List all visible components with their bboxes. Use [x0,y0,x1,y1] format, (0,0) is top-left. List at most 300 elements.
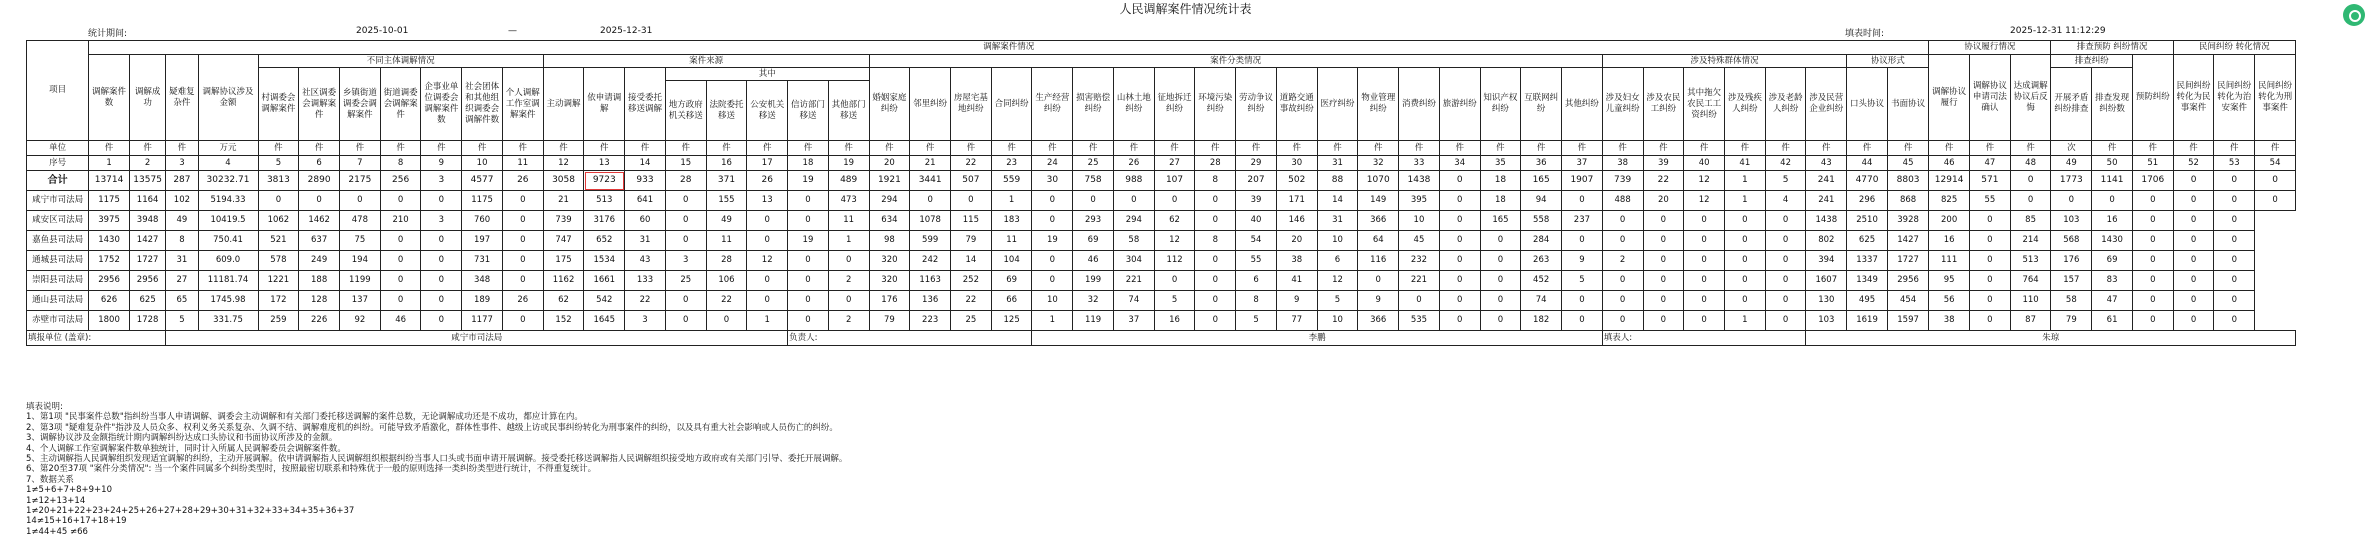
table-cell: 件 [1847,141,1888,156]
table-cell: 95 [1929,271,1970,291]
table-cell: 61 [2092,311,2133,331]
header-source: 案件来源 [543,55,869,68]
table-row [27,251,2296,271]
table-cell: 155 [706,191,747,211]
table-cell: 12 [747,251,788,271]
table-cell: 0 [380,251,421,271]
table-cell: 14 [625,156,666,171]
table-cell: 3176 [584,211,625,231]
table-cell: 0 [1154,191,1195,211]
table-cell: 11 [828,211,869,231]
table-cell: 0 [1195,291,1236,311]
table-cell: 0 [747,211,788,231]
table-cell: 件 [2132,141,2173,156]
table-cell: 件 [1113,141,1154,156]
table-cell: 5 [1154,291,1195,311]
table-cell: 46 [380,311,421,331]
table-cell: 320 [869,271,910,291]
table-cell: 0 [1724,211,1765,231]
table-cell: 0 [1969,231,2010,251]
header-col: 口头协议 [1847,68,1888,141]
table-cell: 197 [462,231,503,251]
table-cell: 1078 [910,211,951,231]
table-cell: 0 [502,271,543,291]
table-cell: 1 [828,231,869,251]
header-col: 疑难复杂件 [166,55,198,141]
table-cell: 0 [1562,191,1603,211]
table-cell: 1141 [2092,171,2133,191]
table-cell: 1907 [1562,171,1603,191]
table-cell: 165 [1521,171,1562,191]
table-cell: 0 [421,311,462,331]
table-cell: 176 [2051,251,2092,271]
table-cell: 件 [828,141,869,156]
table-cell: 739 [543,211,584,231]
table-cell: 12 [1154,231,1195,251]
table-cell: 件 [2255,141,2296,156]
header-col: 邻里纠纷 [910,68,951,141]
table-cell: 42 [1765,156,1806,171]
header-col: 主动调解 [543,68,584,141]
table-cell: 0 [1765,211,1806,231]
table-cell: 26 [502,171,543,191]
table-cell: 0 [665,311,706,331]
table-cell: 241 [1806,191,1847,211]
table-cell: 0 [1643,271,1684,291]
table-cell: 348 [462,271,503,291]
table-cell: 8803 [1887,171,1928,191]
table-cell: 13 [584,156,625,171]
table-cell: 83 [2092,271,2133,291]
table-cell: 0 [788,271,829,291]
table-cell: 0 [2132,211,2173,231]
table-cell: 18 [788,156,829,171]
row-label: 赤壁市司法局 [27,311,89,331]
header-col: 涉及残疾人纠纷 [1724,68,1765,141]
header-dispute-check: 排查纠纷 [2051,55,2132,68]
table-cell: 825 [1929,191,1970,211]
table-cell: 0 [2214,291,2255,311]
table-cell: 1175 [462,191,503,211]
table-cell: 802 [1806,231,1847,251]
table-cell: 259 [258,311,299,331]
table-cell: 件 [1154,141,1195,156]
table-cell: 1706 [2132,171,2173,191]
table-cell: 1 [991,191,1032,211]
table-cell: 0 [788,291,829,311]
table-cell: 0 [1643,251,1684,271]
table-cell: 件 [2214,141,2255,156]
table-cell: 542 [584,291,625,311]
table-cell: 0 [2010,171,2051,191]
table-cell: 26 [502,291,543,311]
table-cell: 22 [951,156,992,171]
table-cell: 0 [1195,251,1236,271]
table-cell: 107 [1154,171,1195,191]
table-cell: 件 [584,141,625,156]
header-col: 民间纠纷转化为治安案件 [2214,55,2255,141]
table-cell: 988 [1113,171,1154,191]
table-cell: 件 [1969,141,2010,156]
table-cell: 7 [340,156,381,171]
note-line: 7、数据关系 [26,474,74,485]
header-subject: 不同主体调解情况 [258,55,543,68]
table-cell: 件 [129,141,165,156]
table-cell: 0 [1765,251,1806,271]
table-cell: 件 [1724,141,1765,156]
table-cell: 634 [869,211,910,231]
table-cell: 0 [1439,271,1480,291]
table-cell: 件 [910,141,951,156]
header-col: 涉及农民工纠纷 [1643,68,1684,141]
table-cell: 58 [1113,231,1154,251]
footer-unit-label: 填报单位 (盖章): [27,331,166,346]
table-cell: 0 [1439,211,1480,231]
table-cell: 207 [1236,171,1277,191]
header-col: 劳动争议纠纷 [1236,68,1277,141]
table-cell: 件 [1602,141,1643,156]
table-cell: 0 [1643,291,1684,311]
table-cell: 27 [1154,156,1195,171]
table-cell: 件 [665,141,706,156]
table-cell: 46 [1929,156,1970,171]
table-cell: 0 [2173,171,2214,191]
table-cell: 868 [1887,191,1928,211]
table-cell: 0 [2255,191,2296,211]
sequence-row [27,156,2296,171]
table-cell: 0 [2051,191,2092,211]
table-cell: 30 [1276,156,1317,171]
table-cell: 0 [1399,291,1440,311]
table-cell: 16 [2092,211,2133,231]
table-cell: 45 [1887,156,1928,171]
table-cell: 183 [991,211,1032,231]
table-cell: 47 [2092,291,2133,311]
table-cell: 35 [1480,156,1521,171]
table-cell: 0 [2173,191,2214,211]
table-cell: 18 [1480,171,1521,191]
table-cell: 1 [747,311,788,331]
table-cell: 1438 [1399,171,1440,191]
brand-logo-icon[interactable] [2343,4,2365,26]
header-col: 损害赔偿纠纷 [1073,68,1114,141]
table-cell: 0 [1358,271,1399,291]
table-cell: 0 [2214,231,2255,251]
table-cell: 157 [2051,271,2092,291]
table-cell: 641 [625,191,666,211]
table-cell: 28 [706,251,747,271]
footer-filler-label: 填表人: [1602,331,1806,346]
table-cell: 件 [1236,141,1277,156]
table-cell: 9 [1562,251,1603,271]
table-cell: 5 [258,156,299,171]
table-cell: 535 [1399,311,1440,331]
header-col: 涉及老龄人纠纷 [1765,68,1806,141]
table-cell: 58 [2051,291,2092,311]
table-cell: 94 [1521,191,1562,211]
table-cell: 1534 [584,251,625,271]
table-cell: 34 [1439,156,1480,171]
table-cell: 79 [2051,311,2092,331]
table-cell: 件 [1032,141,1073,156]
table-cell: 3 [625,311,666,331]
table-cell: 0 [2214,211,2255,231]
table-cell: 9 [421,156,462,171]
table-cell: 3975 [89,211,130,231]
table-cell: 5 [1317,291,1358,311]
table-cell: 件 [299,141,340,156]
table-cell: 296 [1847,191,1888,211]
table-cell: 件 [991,141,1032,156]
table-cell: 0 [1765,291,1806,311]
table-cell: 件 [1073,141,1114,156]
table-cell: 0 [1439,231,1480,251]
table-cell: 37 [1562,156,1603,171]
table-cell: 件 [1765,141,1806,156]
table-cell: 125 [991,311,1032,331]
table-cell: 232 [1399,251,1440,271]
header-col: 旅游纠纷 [1439,68,1480,141]
table-cell: 1438 [1806,211,1847,231]
table-cell: 739 [1602,171,1643,191]
table-cell: 12 [1684,171,1725,191]
table-cell: 件 [2173,141,2214,156]
table-cell: 0 [788,311,829,331]
table-cell: 149 [1358,191,1399,211]
table-cell: 19 [828,156,869,171]
table-cell: 3813 [258,171,299,191]
table-cell: 13 [747,191,788,211]
table-cell: 1597 [1887,311,1928,331]
table-cell: 110 [2010,291,2051,311]
note-line: 1≠5+6+7+8+9+10 [26,485,112,496]
table-cell: 28 [1195,156,1236,171]
table-cell: 14 [1317,191,1358,211]
header-col: 调解协议涉及金额 [198,55,258,141]
table-cell: 0 [1480,271,1521,291]
header-col: 调解案件数 [89,55,130,141]
table-cell: 758 [1073,171,1114,191]
table-cell: 0 [1562,231,1603,251]
header-col: 婚姻家庭纠纷 [869,68,910,141]
table-cell: 66 [991,291,1032,311]
table-cell: 87 [2010,311,2051,331]
table-cell: 609.0 [198,251,258,271]
note-line: 1≠12+13+14 [26,495,86,506]
fill-time-value: 2025-12-31 11:12:29 [2010,26,2106,36]
table-cell: 263 [1521,251,1562,271]
table-cell: 293 [1073,211,1114,231]
table-cell: 0 [1113,191,1154,211]
table-cell: 0 [1684,271,1725,291]
header-col: 社会团体和其他组织调委会调解件数 [462,68,503,141]
table-cell: 0 [665,211,706,231]
header-col: 消费纠纷 [1399,68,1440,141]
table-cell: 176 [869,291,910,311]
table-cell: 件 [1358,141,1399,156]
table-cell: 79 [951,231,992,251]
table-cell: 件 [706,141,747,156]
header-category: 案件分类情况 [869,55,1602,68]
table-cell: 11 [502,156,543,171]
header-col: 其中拖欠农民工工资纠纷 [1684,68,1725,141]
table-cell: 0 [665,231,706,251]
table-cell: 221 [1113,271,1154,291]
header-col: 民间纠纷转化为民事案件 [2173,55,2214,141]
row-label: 序号 [27,156,89,171]
header-col: 合同纠纷 [991,68,1032,141]
table-cell: 223 [910,311,951,331]
table-cell: 0 [1562,311,1603,331]
table-cell: 0 [788,251,829,271]
table-cell: 284 [1521,231,1562,251]
header-col: 个人调解工作室调解案件 [502,68,543,141]
table-cell: 69 [1073,231,1114,251]
table-cell: 11 [991,231,1032,251]
table-cell: 24 [1032,156,1073,171]
table-cell: 513 [584,191,625,211]
table-cell: 54 [1236,231,1277,251]
table-cell: 747 [543,231,584,251]
table-cell: 0 [421,291,462,311]
table-cell: 214 [2010,231,2051,251]
table-cell: 175 [543,251,584,271]
table-cell: 74 [1113,291,1154,311]
header-col: 房屋宅基地纠纷 [951,68,992,141]
header-col: 书面协议 [1887,68,1928,141]
table-cell: 0 [1969,291,2010,311]
table-cell: 488 [1602,191,1643,211]
table-cell: 3058 [543,171,584,191]
table-cell: 74 [1521,291,1562,311]
table-cell: 1 [1724,191,1765,211]
table-cell: 0 [1602,291,1643,311]
table-cell: 2 [828,271,869,291]
table-cell: 5 [1236,311,1277,331]
table-cell: 1177 [462,311,503,331]
header-col: 知识产权纠纷 [1480,68,1521,141]
table-cell: 31 [166,251,198,271]
table-cell: 111 [1929,251,1970,271]
fill-time-label: 填表时间: [1845,29,1885,39]
table-cell: 2956 [89,271,130,291]
table-cell: 11181.74 [198,271,258,291]
table-cell: 0 [258,191,299,211]
table-cell: 0 [299,191,340,211]
table-cell: 29 [1236,156,1277,171]
table-cell: 1773 [2051,171,2092,191]
table-cell: 12 [1317,271,1358,291]
table-cell: 46 [1073,251,1114,271]
table-cell: 473 [828,191,869,211]
table-cell: 304 [1113,251,1154,271]
header-col: 依申请调解 [584,68,625,141]
table-cell: 件 [166,141,198,156]
table-cell: 件 [502,141,543,156]
table-cell: 366 [1358,211,1399,231]
table-cell: 495 [1847,291,1888,311]
table-cell: 12 [543,156,584,171]
table-cell: 19 [788,231,829,251]
table-cell: 25 [665,271,706,291]
table-cell: 53 [2214,156,2255,171]
report-title: 人民调解案件情况统计表 [1119,2,1252,16]
table-cell: 249 [299,251,340,271]
table-cell: 9723 [584,171,625,191]
table-cell: 1070 [1358,171,1399,191]
table-cell: 0 [1643,231,1684,251]
table-cell: 0 [1724,231,1765,251]
table-cell: 9 [1276,291,1317,311]
table-cell: 5 [1765,171,1806,191]
table-cell: 1427 [129,231,165,251]
footer-filler-value: 朱琼 [1806,331,2296,346]
table-cell: 0 [706,311,747,331]
table-row [27,311,2296,331]
table-cell: 0 [2010,191,2051,211]
table-cell: 69 [2092,251,2133,271]
table-cell: 0 [1969,271,2010,291]
table-cell: 521 [258,231,299,251]
table-cell: 13575 [129,171,165,191]
table-cell: 85 [2010,211,2051,231]
table-cell: 1162 [543,271,584,291]
table-cell: 137 [340,291,381,311]
table-cell: 28 [665,171,706,191]
table-cell: 26 [1113,156,1154,171]
table-cell: 件 [747,141,788,156]
header-col: 生产经营纠纷 [1032,68,1073,141]
header-col: 互联网纠纷 [1521,68,1562,141]
table-cell: 19 [788,171,829,191]
table-row [27,271,2296,291]
table-cell: 106 [706,271,747,291]
total-row [27,171,2296,191]
table-cell: 件 [1195,141,1236,156]
note-line: 5、主动调解指人民调解组织发现适宜调解的纠纷，主动开展调解。依申请调解指人民调解组织根据纠纷当事人口头或书面申请开展调解。接受委托移送调解指人民调解组织接受地方政府或有关部门引导、委托开展调解。 [26,454,848,465]
table-cell: 16 [1154,311,1195,331]
table-cell: 10 [462,156,503,171]
table-cell: 件 [543,141,584,156]
table-cell: 252 [951,271,992,291]
table-cell: 件 [1929,141,1970,156]
row-label: 咸安区司法局 [27,211,89,231]
table-cell: 49 [166,211,198,231]
table-cell: 200 [1929,211,1970,231]
table-cell: 10 [1032,291,1073,311]
header-col: 环境污染纠纷 [1195,68,1236,141]
table-cell: 6 [299,156,340,171]
header-col: 地方政府机关移送 [665,81,706,141]
table-cell: 116 [1358,251,1399,271]
table-cell: 0 [1032,191,1073,211]
table-cell: 0 [1643,311,1684,331]
table-cell: 171 [1276,191,1317,211]
table-cell: 0 [2214,171,2255,191]
table-cell: 31 [625,231,666,251]
table-cell: 1337 [1847,251,1888,271]
table-cell: 0 [421,271,462,291]
table-cell: 件 [1887,141,1928,156]
table-cell: 0 [2132,291,2173,311]
table-cell: 2510 [1847,211,1888,231]
table-cell: 38 [1602,156,1643,171]
table-cell: 320 [869,251,910,271]
header-col: 其他纠纷 [1562,68,1603,141]
table-cell: 242 [910,251,951,271]
table-cell: 0 [1439,191,1480,211]
row-label: 合计 [27,171,89,191]
